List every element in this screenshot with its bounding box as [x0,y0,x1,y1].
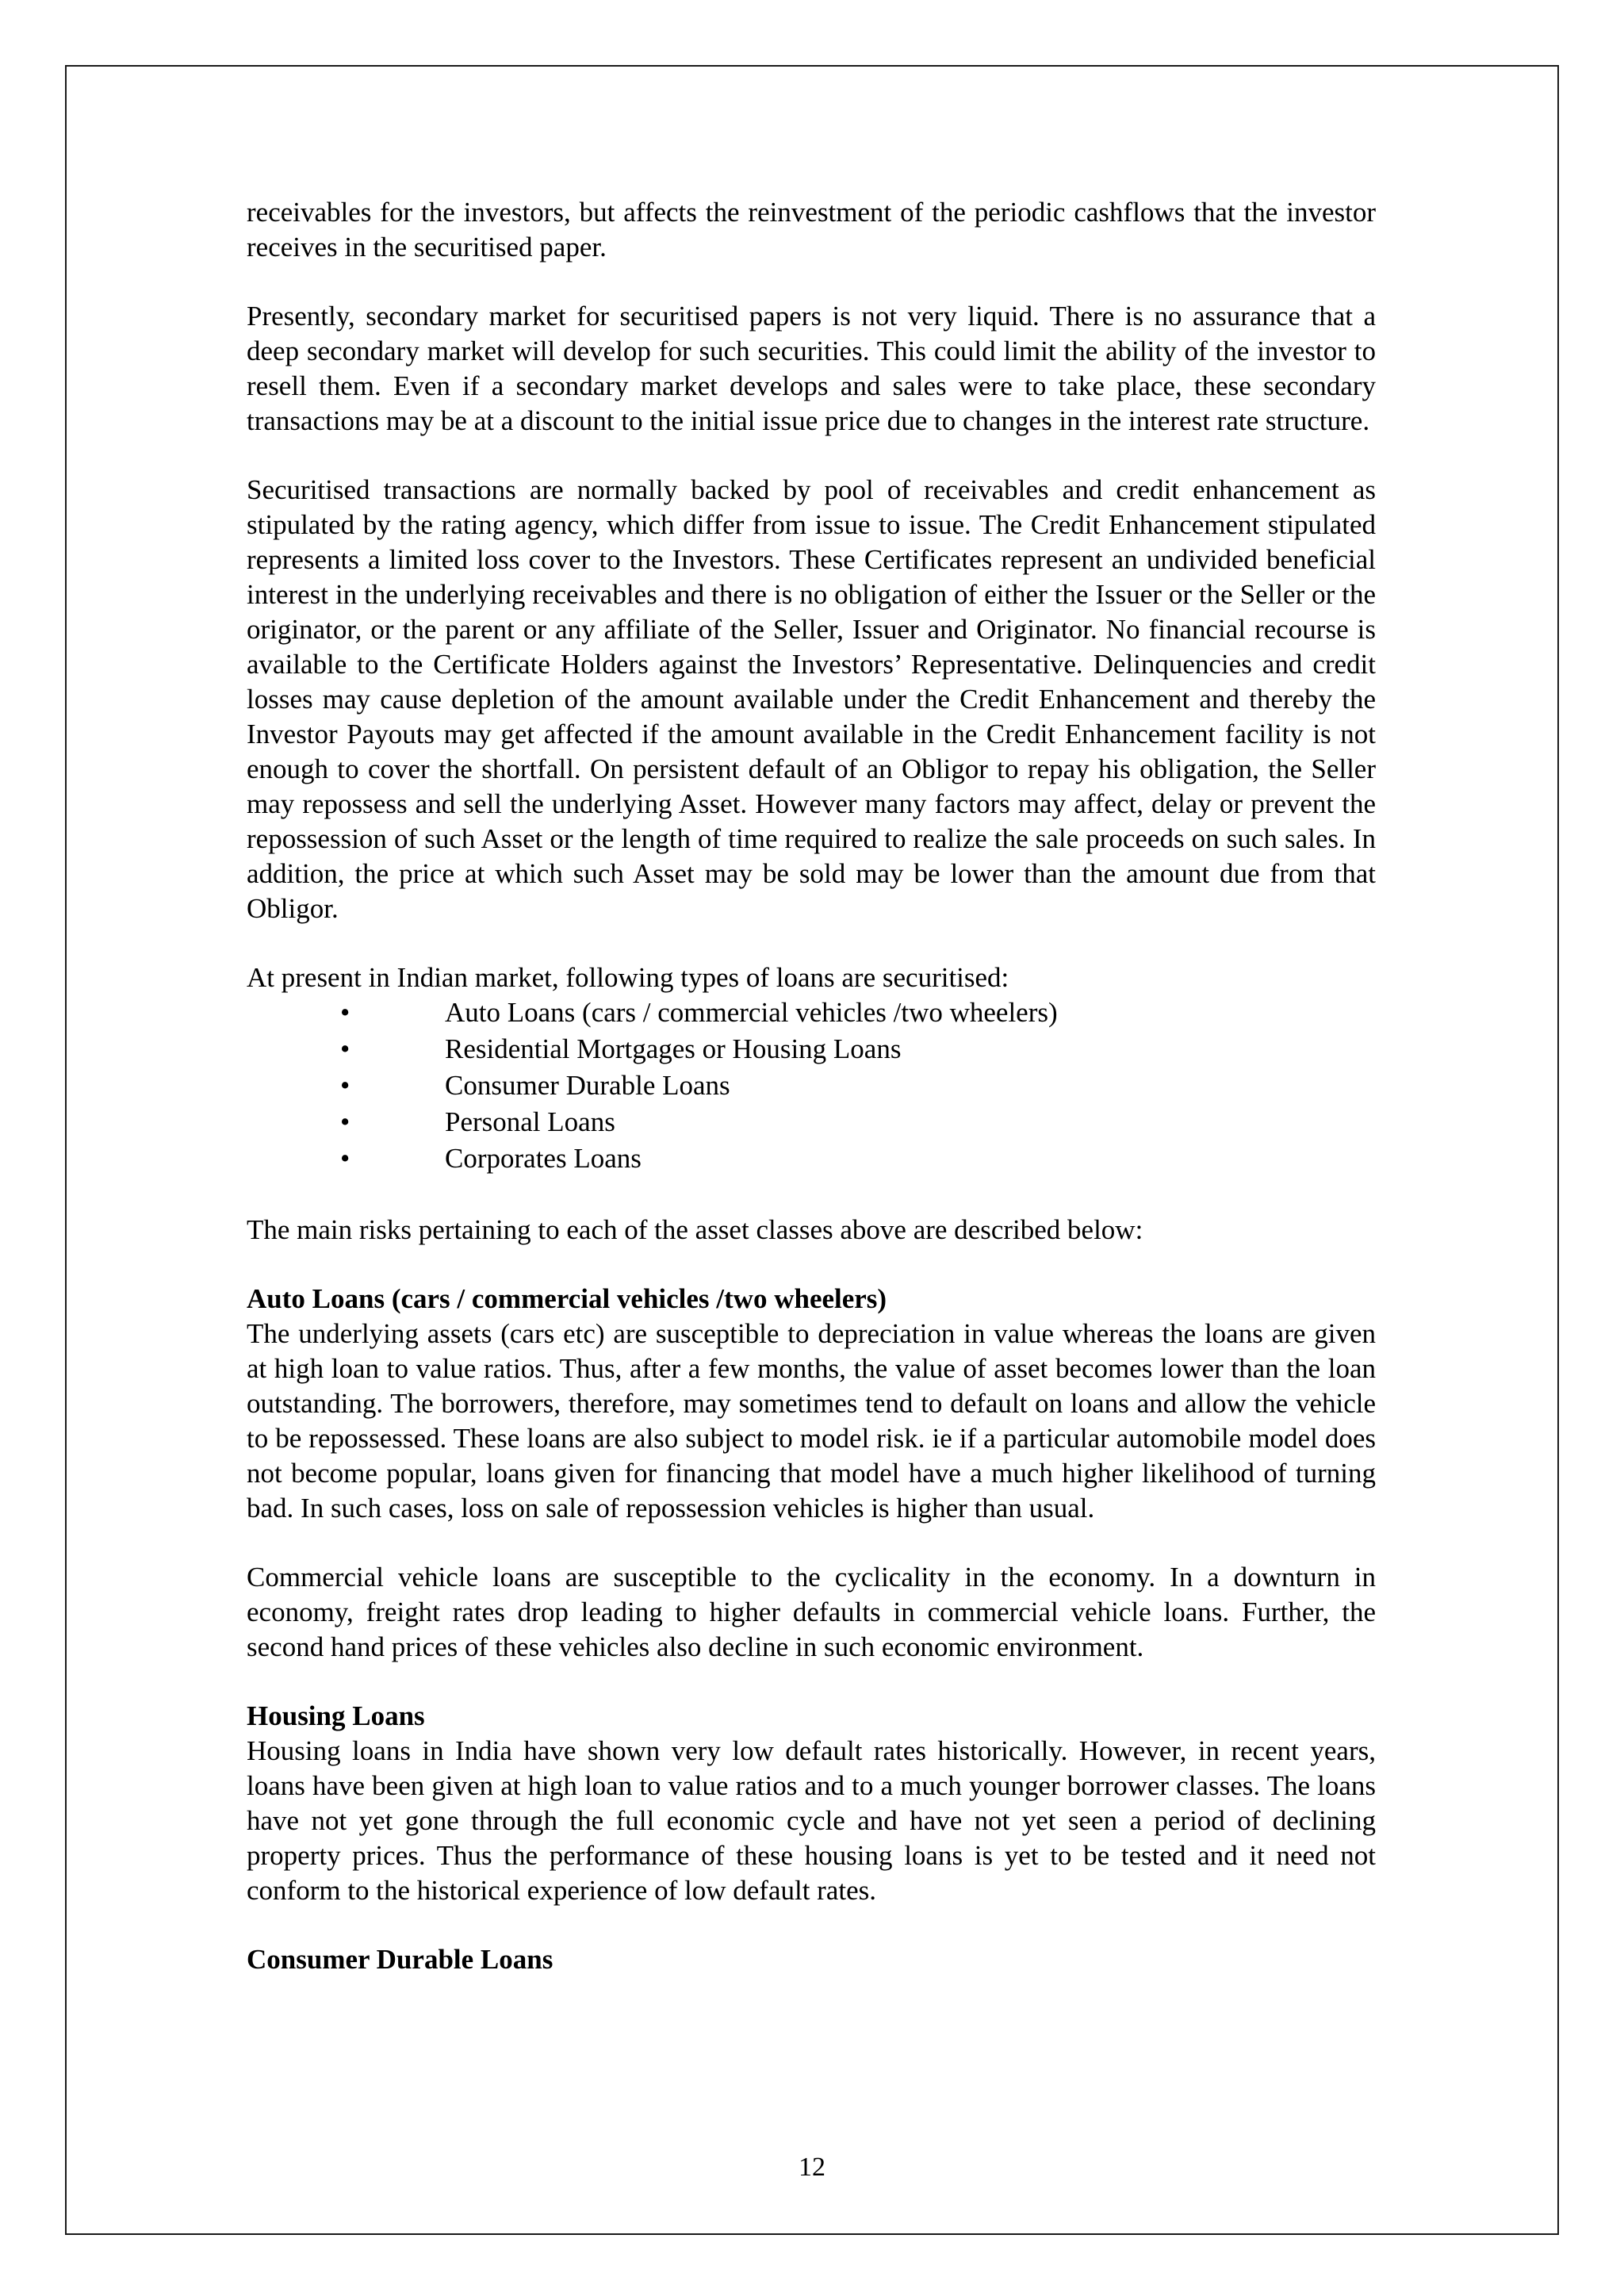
section-heading-consumer-durable-loans: Consumer Durable Loans [247,1944,553,1975]
paragraph-auto-loans-risk: The underlying assets (cars etc) are susceptible to depreciation in value whereas the loans are given at high loan to value ratios. Thus, after a few months, the value of asset becomes lower than the loan outstanding. The borrowers, therefore, may sometimes tend to default on loans and allow the vehicle to be repossessed. These loans are also subject to model risk. ie if a particular automobile model does not become popular, loans given for financing that model have a much higher likelihood of turning bad. In such cases, loss on sale of repossession vehicles is higher than usual. [247,1318,1376,1524]
bullet-icon: • [340,1070,350,1101]
section-auto-loans [247,1282,1376,1665]
paragraph-secondary-market: Presently, secondary market for securitised papers is not very liquid. There is no assurance that a deep secondary market will develop for such securities. This could limit the ability of the investor to resell them. Even if a secondary market develops and sales were to take place, these secondary transactions may be at a discount to the initial issue price due to changes in the interest rate structure. [247,301,1376,436]
section-consumer-durable-loans [247,1942,1376,1977]
section-heading-auto-loans: Auto Loans (cars / commercial vehicles /two wheelers) [247,1283,887,1314]
page-content [247,195,1376,1977]
loan-types-intro: At present in Indian market, following types of loans are securitised: [247,962,1009,993]
list-item-label: Auto Loans (cars / commercial vehicles /two wheelers) [445,997,1058,1028]
paragraph-commercial-vehicle-risk: Commercial vehicle loans are susceptible to the cyclicality in the economy. In a downturn in economy, freight rates drop leading to higher defaults in commercial vehicle loans. Further, the second hand prices of these vehicles also decline in such economic environment. [247,1562,1376,1662]
list-item [247,1141,1376,1178]
list-item [247,1032,1376,1068]
section-housing-loans [247,1699,1376,1908]
paragraph-credit-enhancement: Securitised transactions are normally backed by pool of receivables and credit enhancement as stipulated by the rating agency, which differ from issue to issue. The Credit Enhancement stipulated represents a limited loss cover to the Investors. These Certificates represent an undivided beneficial interest in the underlying receivables and there is no obligation of either the Issuer or the Seller or the originator, or the parent or any affiliate of the Seller, Issuer and Originator. No financial recourse is available to the Certificate Holders against the Investors’ Representative. Delinquencies and credit losses may cause depletion of the amount available under the Credit Enhancement and thereby the Investor Payouts may get affected if the amount available in the Credit Enhancement facility is not enough to cover the shortfall. On persistent default of an Obligor to repay his obligation, the Seller may repossess and sell the underlying Asset. However many factors may affect, delay or prevent the repossession of such Asset or the length of time required to realize the sale proceeds on such sales. In addition, the price at which such Asset may be sold may be lower than the amount due from that Obligor. [247,474,1376,924]
loan-types-list [247,995,1376,1178]
list-item-label: Personal Loans [445,1106,615,1137]
risks-intro: The main risks pertaining to each of the asset classes above are described below: [247,1214,1143,1245]
bullet-icon: • [340,1106,350,1137]
list-item [247,995,1376,1032]
list-item-label: Corporates Loans [445,1143,642,1174]
page-number: 12 [799,2152,825,2182]
paragraph-reinvestment: receivables for the investors, but affects the reinvestment of the periodic cashflows that the investor receives in the securitised paper. [247,197,1376,263]
paragraph-housing-loans-risk: Housing loans in India have shown very low default rates historically. However, in recent years, loans have been given at high loan to value ratios and to a much younger borrower classes. The loans have not yet gone through the full economic cycle and have not yet seen a period of declining property prices. Thus the performance of these housing loans is yet to be tested and it need not conform to the historical experience of low default rates. [247,1735,1376,1906]
bullet-icon: • [340,1143,350,1174]
list-item [247,1068,1376,1105]
list-item-label: Consumer Durable Loans [445,1070,730,1101]
section-heading-housing-loans: Housing Loans [247,1700,425,1731]
bullet-icon: • [340,997,350,1028]
bullet-icon: • [340,1033,350,1064]
list-item-label: Residential Mortgages or Housing Loans [445,1033,902,1064]
list-item [247,1105,1376,1141]
